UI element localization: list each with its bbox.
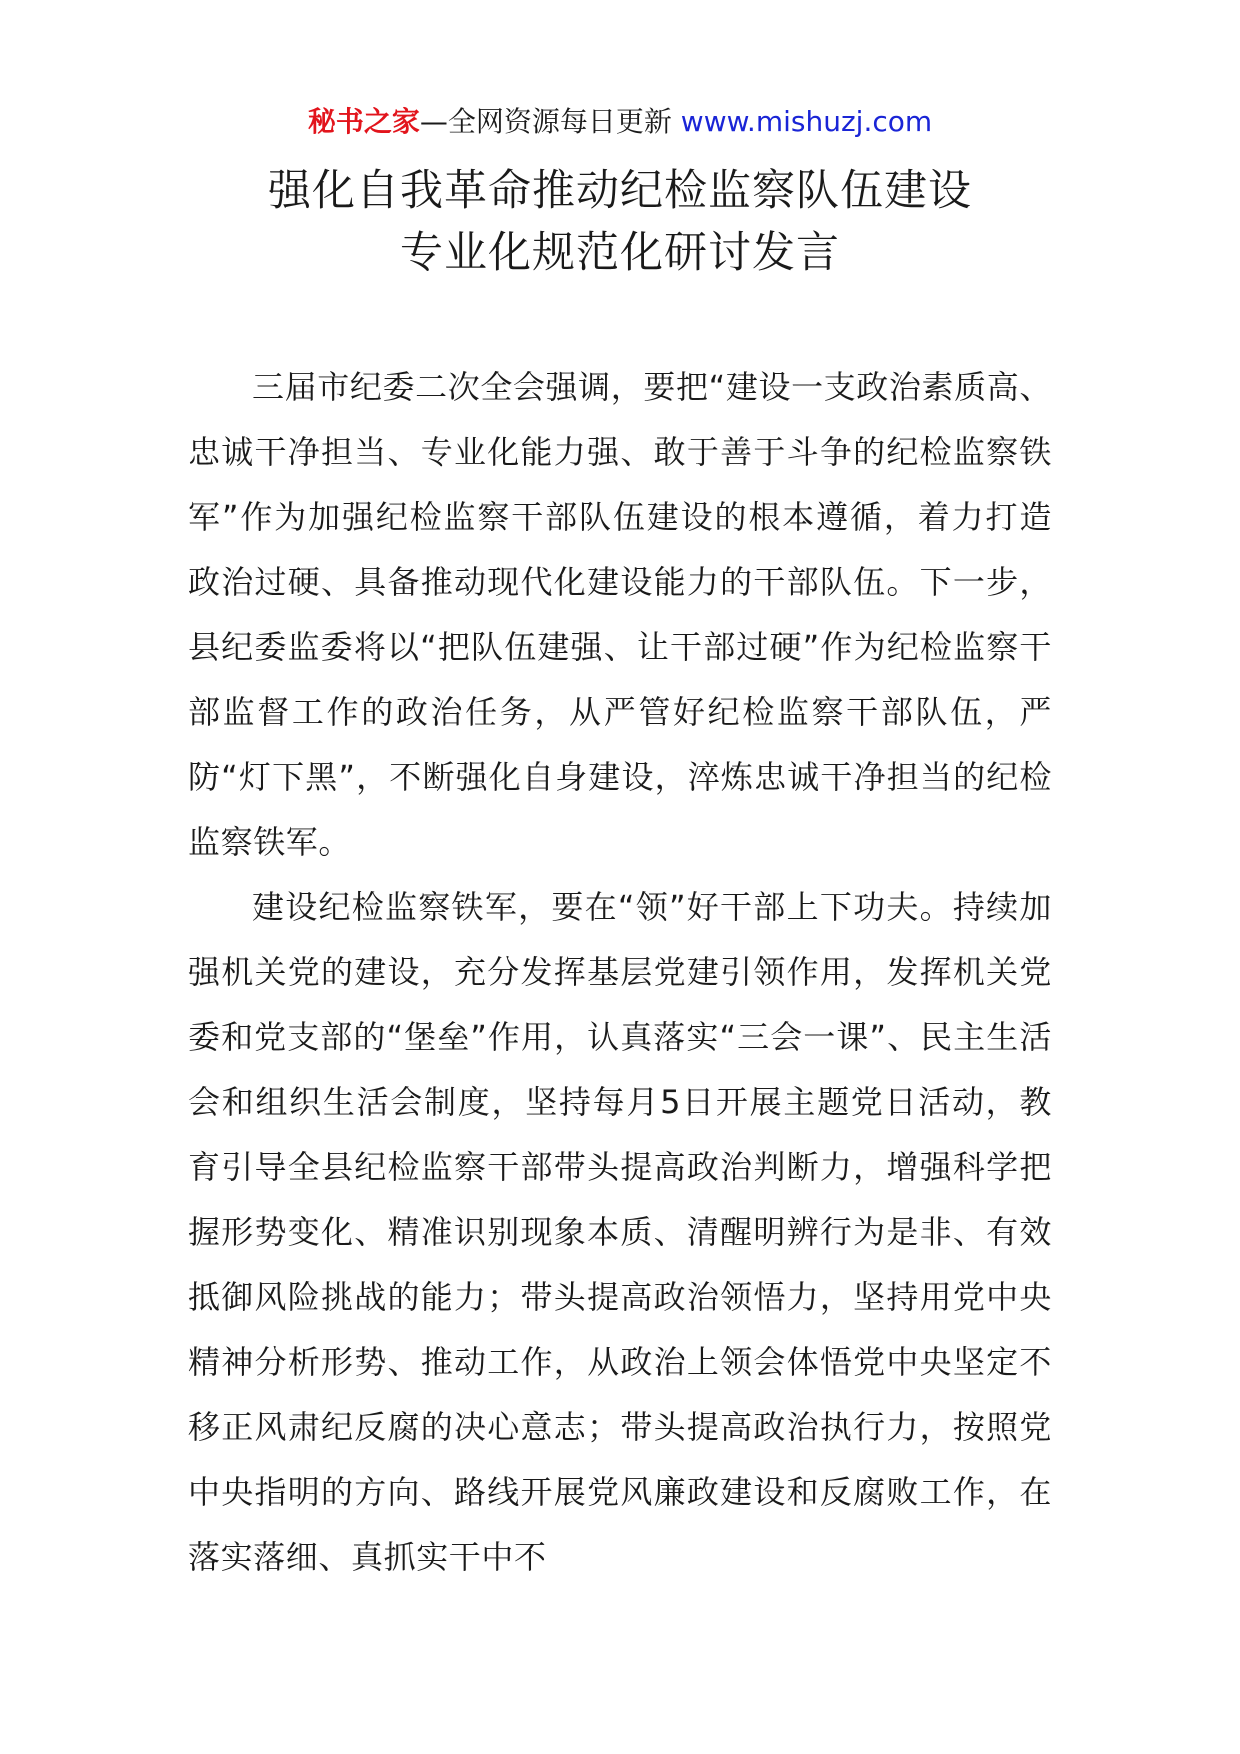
document-body [188, 355, 1052, 1590]
document-title [0, 160, 1240, 284]
title-line-1: 强化自我革命推动纪检监察队伍建设 [268, 166, 972, 216]
header-tagline: —全网资源每日更新 [419, 105, 672, 138]
site-header [0, 102, 1240, 142]
paragraph-2: 建设纪检监察铁军，要在“领”好干部上下功夫。持续加强机关党的建设，充分发挥基层党建引领作用，发挥机关党委和党支部的“堡垒”作用，认真落实“三会一课”、民主生活会和组织生活会制度，坚持每月5日开展主题党日活动，教育引导全县纪检监察干部带头提高政治判断力，增强科学把握形势变化、精准识别现象本质、清醒明辨行为是非、有效抵御风险挑战的能力；带头提高政治领悟力，坚持用党中央精神分析形势、推动工作，从政治上领会体悟党中央坚定不移正风肃纪反腐的决心意志；带头提高政治执行力，按照党中央指明的方向、路线开展党风廉政建设和反腐败工作，在落实落细、真抓实干中不 [188, 888, 1052, 1576]
site-url-link[interactable]: www.mishuzj.com [680, 105, 933, 138]
brand-name: 秘书之家 [307, 105, 420, 138]
title-line-2: 专业化规范化研讨发言 [400, 228, 840, 278]
paragraph-1: 三届市纪委二次全会强调，要把“建设一支政治素质高、忠诚干净担当、专业化能力强、敢于善于斗争的纪检监察铁军”作为加强纪检监察干部队伍建设的根本遵循，着力打造政治过硬、具备推动现代化建设能力的干部队伍。下一步，县纪委监委将以“把队伍建强、让干部过硬”作为纪检监察干部监督工作的政治任务，从严管好纪检监察干部队伍，严防“灯下黑”，不断强化自身建设，淬炼忠诚干净担当的纪检监察铁军。 [188, 368, 1052, 861]
